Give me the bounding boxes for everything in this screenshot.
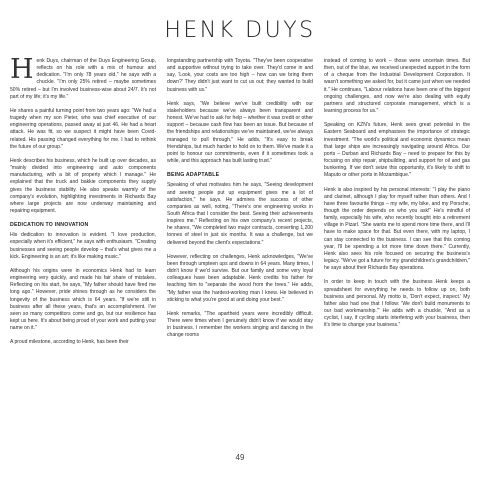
paragraph: His dedication to innovation is evident. "I love production, especially when it's efficient," he says with enthusiasm. "Creating businesses and seeing people develop – that's what gives me a kick. Engineering is an art; it's like making music." [10,232,156,260]
section-heading: DEDICATION TO INNOVATION [10,222,89,229]
paragraph: He shares a painful turning point from two years ago: "We had a tragedy when my son Pieter, who was chief executive of our engineering operations, passed away at just 46. He had a heart attack. He was fit, so we suspect it might have been Covid-related. His passing changed everything for me. I had to rethink the future of our group." [10,107,156,150]
paragraph: A proud milestone, according to Henk, has been their [10,339,129,346]
paragraph: However, reflecting on challenges, Henk acknowledges, "We've been through umpteen ups and downs in 64 years. Many times, I didn't know if we'd survive. But our family and some very loyal colleagues have been adaptable. Henk credits his father for teaching him to "separate the wood from the trees." He adds, "My father was the hardest-working man I knew. He believed in sticking to what you're good at and doing your best." [167,253,313,303]
paragraph: Henk remarks, "The apartheid years were incredibly difficult. There were times when I genuinely didn't know if we would stay in business. I remember the workers singing and dancing in the change rooms [167,310,313,339]
paragraph: instead of coming to work – those were uncertain times. But then, out of the blue, we received unexpected support in the form of a cheque from the Industrial Development Corporation. It wasn't something we asked for, but it came just when we needed it." He continues, "Labour relations have been one of the biggest ongoing challenges, and now we're also dealing with equity partners and structured corporate management, which is a learning process for us." [324,58,470,115]
paragraph: Speaking on KZN's future, Henk sees great potential in the Eastern Seaboard and emphasises the importance of strategic investment. "The world's political and economic dynamics mean that large ships are increasingly navigating around Africa. Our ports – Durban and Richards Bay – need to prepare for this by focusing on ship repair, shipbuilding, and support for oil and gas bunkering. If we don't seize this opportunity, it's likely to shift to Maputo or other ports in Mozambique." [324,122,470,179]
paragraph: In order to keep in touch with the business Henk keeps a spreadsheet for everything he needs to follow up on, both business and personal. My motto is, 'Don't expect, inspect.' My father also had one that I follow: 'We don't build monuments to our bad workmanship.'" He adds with a chuckle, "And as a cyclist, I say, if cycling starts interfering with your business, then it's time to change your business." [324,279,470,329]
column-3 [324,58,470,448]
paragraph: longstanding partnership with Toyota. "They've been cooperative and supportive without trying to take over. They'd come in and say, 'Look, your costs are too high – how can we bring them down?' They didn't just want to cut us out; they wanted to build business with us." [167,58,313,93]
paragraph: Speaking of what motivates him he says, "Seeing development and seeing people put up equipment gives me a lot of satisfaction," he says. He admires the success of other companies as well, noting, "There's one engineering works in South Africa that I consider the best. Seeing their achievements inspires me." Reflecting on his own company's recent projects, he shares, "We completed two major contracts, converting 1,200 tonnes of steel in just six months. It was a challenge, but we delivered beyond the client's expectations." [167,182,313,246]
drop-cap: H [10,58,34,85]
column-1 [10,58,156,448]
paragraph: Henk is also inspired by his personal interests: "I play the piano and clarinet, although I play for myself rather than others. And I have three favourite things – my wife, my bike, and my Porsche, though the order depends on who you ask!" He's mindful of family, especially his wife, who recently bought into a retirement village in Pizarl. "She wants me to spend more time there, and I'll have to make space for that. But even there, with my laptop, I can stay connected to the business. I can see that this coming year, I'll be spending a lot more time down there." Currently, Henk also sees his role focused on securing the business's legacy. "We've got a future for my grandchildren's grandchildren," he says about their Richards Bay operations. [324,186,470,272]
section-heading: BEING ADAPTABLE [167,172,220,179]
paragraph: Although his origins were in economics Henk had to learn engineering very quickly, and made his fair share of mistakes. Reflecting on his start, he says, "My father should have fired me long ago." However, pride shines through as he considers the longevity of the business which is 64 years. "If we're still in business after all these years, that's an accomplishment. I've seen so many competitors come and go, but our resilience has kept us here. It's about being proud of your work and putting your name on it." [10,267,156,332]
intro-paragraph [10,58,156,101]
page-number: 49 [235,453,245,462]
paragraph: Henk says, "We believe we've built credibility with our stakeholders because we've always been transparent and honest. We've had to ask for help – whether it was credit or other support – because cash flow has been an issue. But because of the friendships and relationships we've maintained, we've always managed to pull through," He adds, "It's easy to break friendships, but much harder to hold on to them. We've made it a point to honour our commitments, even if it sometimes took a while, and this approach has built lasting trust." [167,100,313,165]
column-2 [167,58,313,448]
paragraph: Henk describes his business, which he built up over decades, as "mainly divided into engineering and auto components manufacturing, with a bit of property which I manage." He explained that the truck and bakkie components they supply gives the business stability. He also speaks warmly of the company's evolution, highlighting investments in Richards Bay where large projects are now underway maintaining and repairing equipment. [10,157,156,214]
paragraph-text: enk Duys, chairman of the Duys Engineering Group, reflects on his role with a mix of humour and dedication. "I'm only 78 years old," he says with a chuckle. "I'm only 25% retired – maybe sometimes 50% retired – but I'm involved business-wise about 24/7. It's not part of my life; it's my life." [10,58,156,100]
page-title: HENK DUYS [164,18,316,43]
